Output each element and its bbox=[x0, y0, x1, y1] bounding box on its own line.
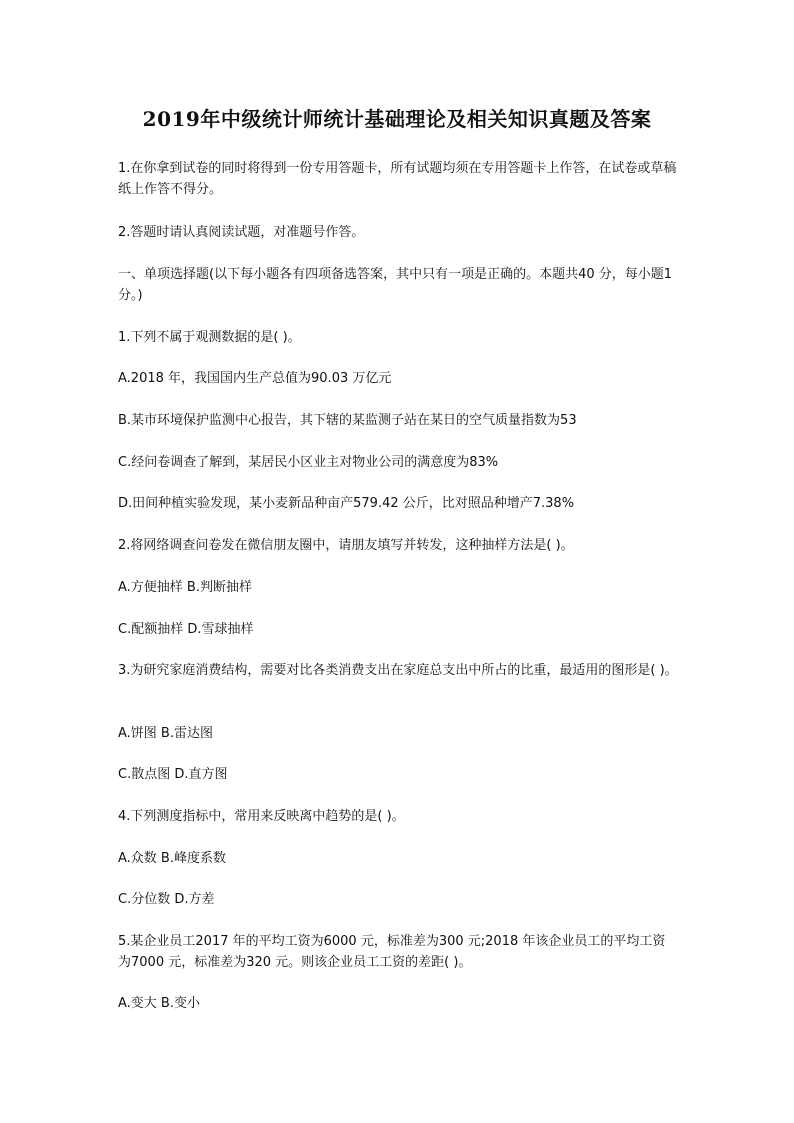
question-1-option-b: B.某市环境保护监测中心报告，其下辖的某监测子站在某日的空气质量指数为53 bbox=[118, 413, 577, 428]
question-1-stem: 1.下列不属于观测数据的是( )。 bbox=[118, 330, 301, 345]
section-heading: 一、单项选择题(以下每小题各有四项备选答案，其中只有一项是正确的。本题共40 分，每小题1 分。) bbox=[118, 267, 673, 303]
question-4-options-cd: C.分位数 D.方差 bbox=[118, 892, 215, 907]
question-1-option-a: A.2018 年，我国国内生产总值为90.03 万亿元 bbox=[118, 371, 392, 386]
question-1-option-c: C.经问卷调查了解到，某居民小区业主对物业公司的满意度为83% bbox=[118, 455, 499, 470]
question-2-options-cd: C.配额抽样 D.雪球抽样 bbox=[118, 622, 254, 637]
document-title: 2019年中级统计师统计基础理论及相关知识真题及答案 bbox=[142, 107, 652, 131]
question-5-stem: 5.某企业员工2017 年的平均工资为6000 元，标准差为300 元;2018 年该企业员工的平均工资为7000 元，标准差为320 元。则该企业员工工资的差距( )。 bbox=[118, 934, 666, 970]
question-4-stem: 4.下列测度指标中，常用来反映离中趋势的是( )。 bbox=[118, 809, 405, 824]
question-3-stem: 3.为研究家庭消费结构，需要对比各类消费支出在家庭总支出中所占的比重，最适用的图形是( )。 bbox=[118, 663, 678, 678]
question-3-options-cd: C.散点图 D.直方图 bbox=[118, 767, 228, 782]
question-3-options-ab: A.饼图 B.雷达图 bbox=[118, 726, 213, 741]
question-2-options-ab: A.方便抽样 B.判断抽样 bbox=[118, 580, 252, 595]
instruction-1: 1.在你拿到试卷的同时将得到一份专用答题卡，所有试题均须在专用答题卡上作答，在试卷或草稿纸上作答不得分。 bbox=[118, 161, 677, 197]
question-4-options-ab: A.众数 B.峰度系数 bbox=[118, 851, 226, 866]
question-1-option-d: D.田间种植实验发现，某小麦新品种亩产579.42 公斤，比对照品种增产7.38% bbox=[118, 496, 575, 511]
question-2-stem: 2.将网络调查问卷发在微信朋友圈中，请朋友填写并转发，这种抽样方法是( )。 bbox=[118, 538, 574, 553]
question-5-options-ab: A.变大 B.变小 bbox=[118, 996, 200, 1011]
instruction-2: 2.答题时请认真阅读试题，对准题号作答。 bbox=[118, 225, 365, 240]
